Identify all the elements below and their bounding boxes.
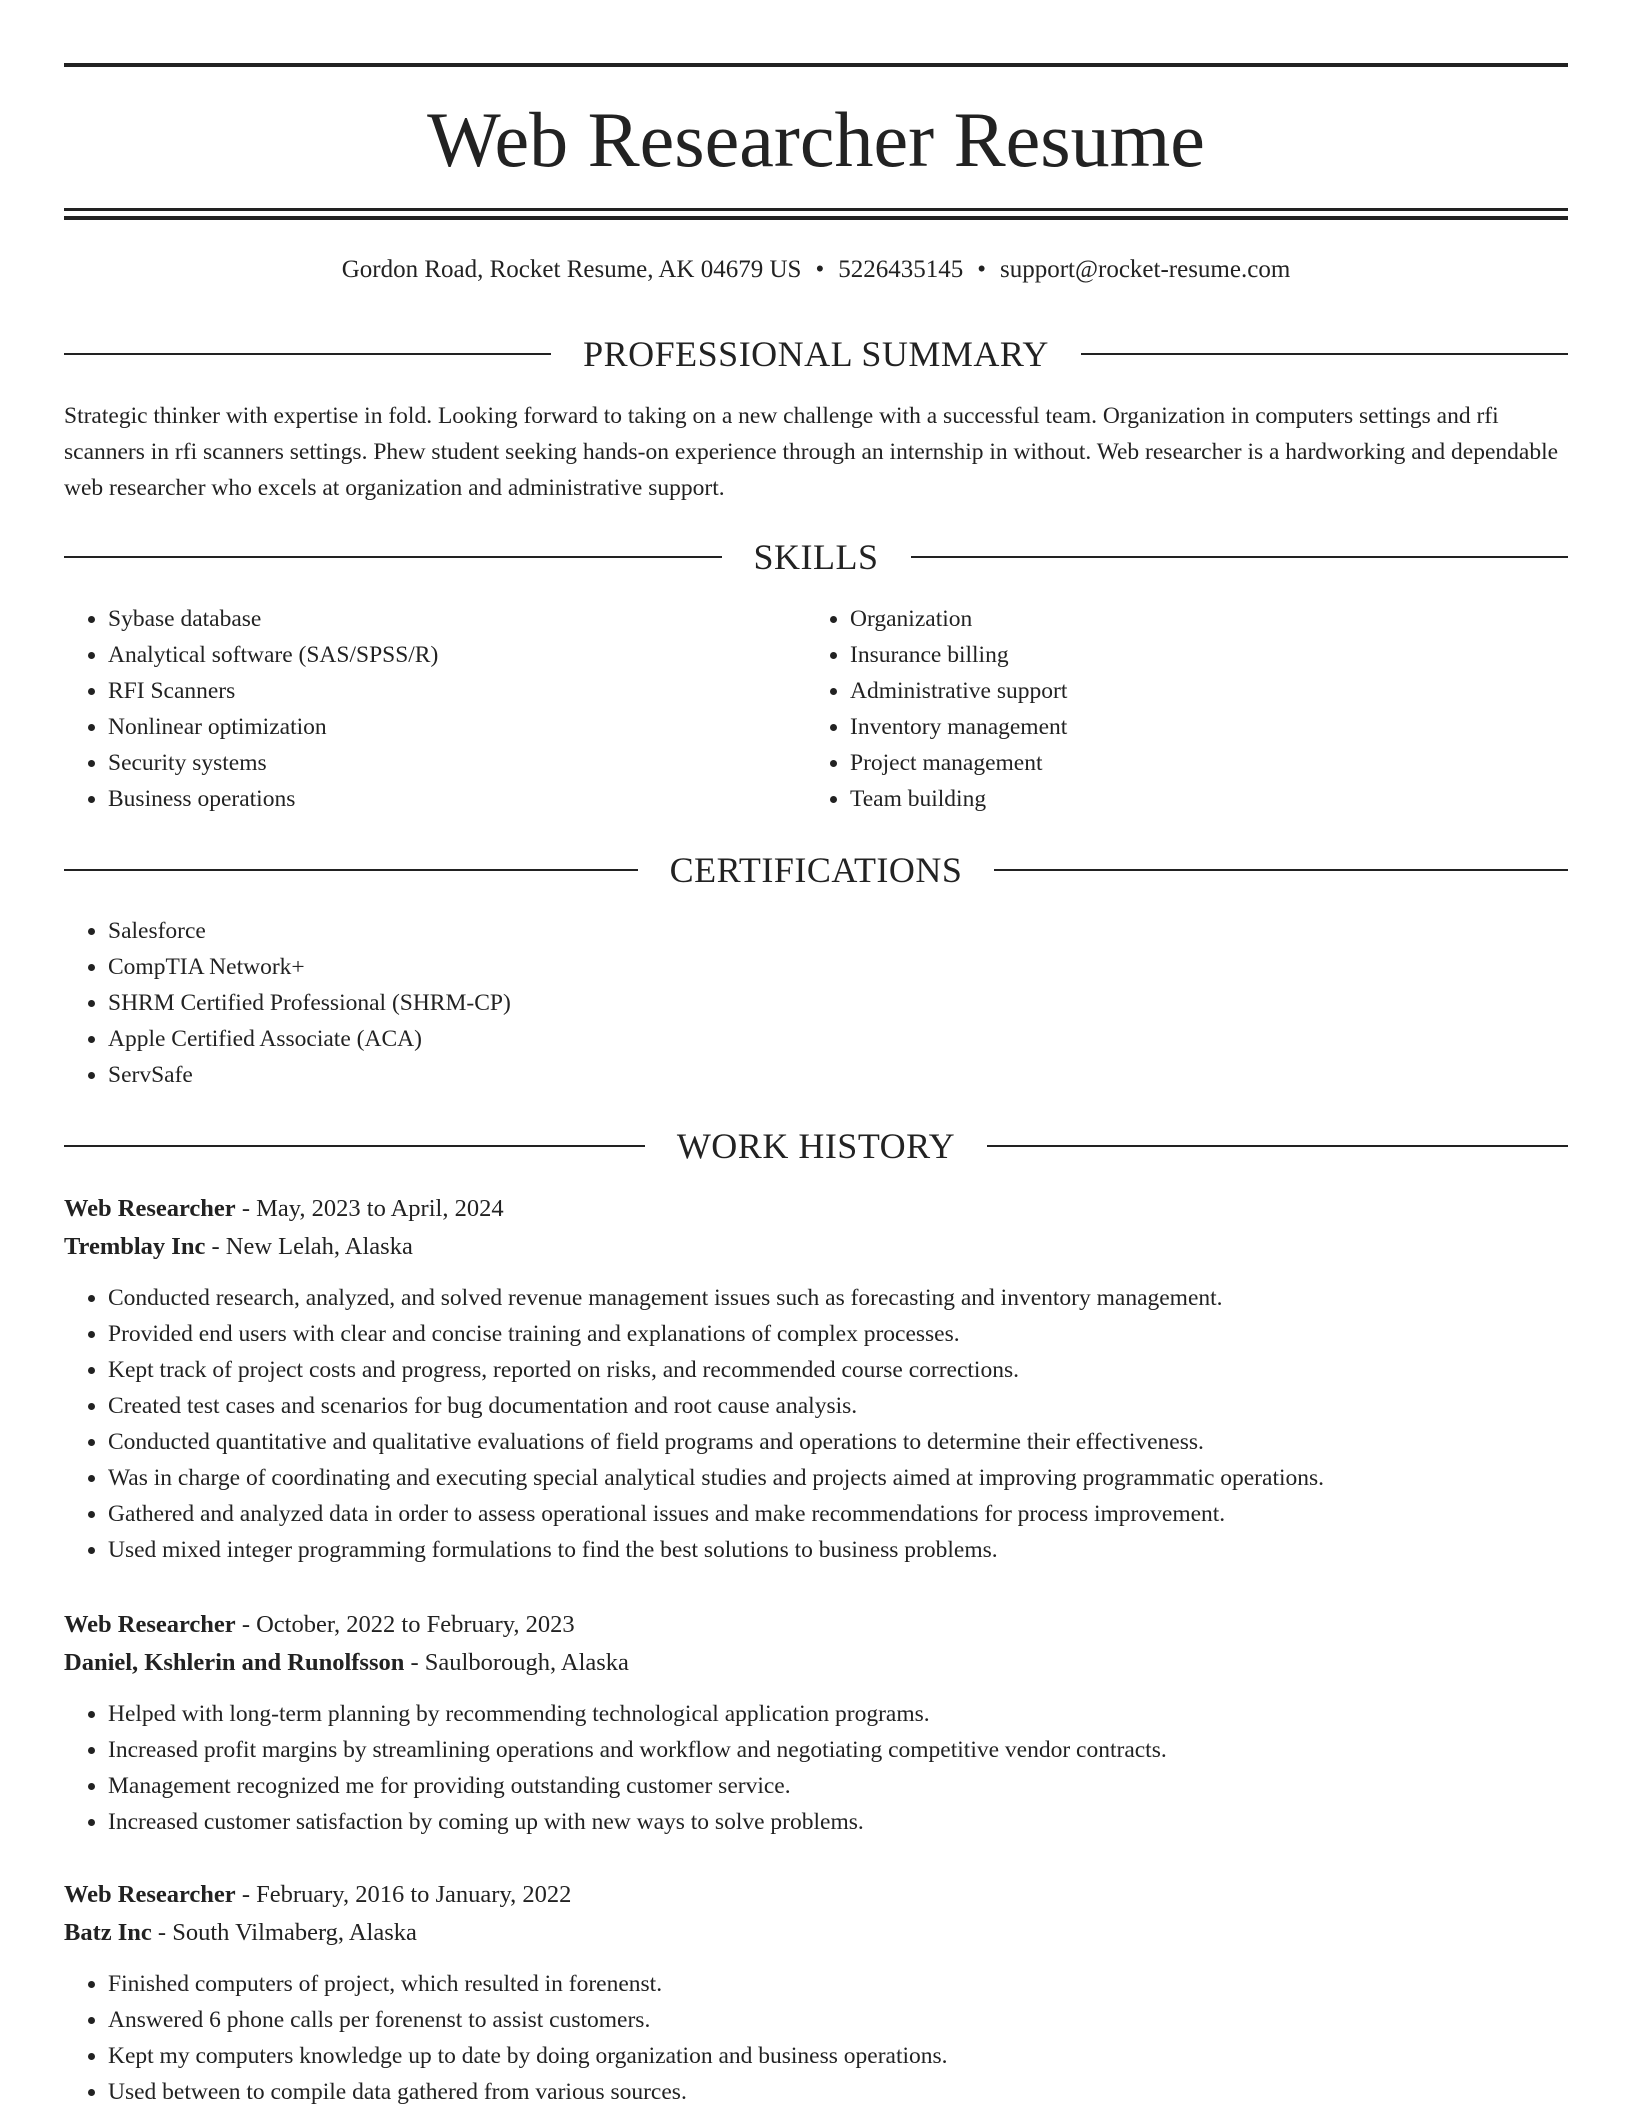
heading-rule-left — [64, 353, 551, 355]
job-bullets — [64, 1966, 1568, 2110]
skill-item: • Business operations — [108, 781, 808, 817]
job-bullet: • Used between to compile data gathered from various sources. — [108, 2074, 1568, 2110]
job-location: - South Vilmaberg, Alaska — [151, 1919, 417, 1946]
job-bullet: • Was in charge of coordinating and executing special analytical studies and projects aimed at improving programmatic operations. — [108, 1460, 1568, 1496]
job-entry — [64, 1190, 1568, 1568]
title-double-rule — [64, 208, 1568, 220]
certification-item: • CompTIA Network+ — [108, 949, 1108, 985]
job-title-line — [64, 1190, 1568, 1228]
summary-text: Strategic thinker with expertise in fold. Looking forward to taking on a new challenge with a successful team. Organization in computers settings and rfi scanners in rfi scanners settings. Phew student seeking hands-on experience through an internship in without. Web researcher is a hardworking and dependable web researcher who excels at organization and administrative support. — [64, 403, 1559, 501]
certification-item: • SHRM Certified Professional (SHRM-CP) — [108, 985, 1108, 1021]
job-bullet: • Answered 6 phone calls per forenenst to assist customers. — [108, 2002, 1568, 2038]
job-company: Tremblay Inc — [64, 1233, 206, 1260]
skill-item: • Insurance billing — [850, 637, 1550, 673]
job-title: Web Researcher — [64, 1611, 236, 1638]
job-company-line — [64, 1914, 1568, 1952]
job-bullet: • Created test cases and scenarios for bug documentation and root cause analysis. — [108, 1388, 1568, 1424]
job-company: Daniel, Kshlerin and Runolfsson — [64, 1649, 405, 1676]
skill-item: • Inventory management — [850, 709, 1550, 745]
certification-item: • ServSafe — [108, 1057, 1108, 1093]
job-bullet: • Provided end users with clear and concise training and explanations of complex processes. — [108, 1316, 1568, 1352]
skill-item: • Team building — [850, 781, 1550, 817]
heading-rule-right — [987, 1145, 1568, 1147]
job-bullet: • Kept track of project costs and progress, reported on risks, and recommended course corrections. — [108, 1352, 1568, 1388]
certifications-list — [64, 913, 1108, 1093]
section-title: WORK HISTORY — [676, 1126, 956, 1166]
job-bullet: • Conducted quantitative and qualitative evaluations of field programs and operations to determine their effectiveness. — [108, 1424, 1568, 1460]
job-company-line — [64, 1644, 1568, 1682]
job-dates: - May, 2023 to April, 2024 — [235, 1195, 504, 1222]
skills-list-left — [64, 601, 808, 817]
job-bullet: • Finished computers of project, which resulted in forenenst. — [108, 1966, 1568, 2002]
skills-heading — [64, 535, 1568, 579]
heading-rule-right — [994, 869, 1568, 871]
job-title: Web Researcher — [64, 1881, 236, 1908]
job-bullet: • Increased profit margins by streamlining operations and workflow and negotiating competitive vendor contracts. — [108, 1732, 1568, 1768]
job-title: Web Researcher — [64, 1195, 236, 1222]
job-bullet: • Increased customer satisfaction by coming up with new ways to solve problems. — [108, 1804, 1568, 1840]
job-title-line — [64, 1606, 1568, 1644]
job-bullet: • Kept my computers knowledge up to date by doing organization and business operations. — [108, 2038, 1568, 2074]
job-title-line — [64, 1876, 1568, 1914]
job-company-line — [64, 1228, 1568, 1266]
job-bullet: • Management recognized me for providing outstanding customer service. — [108, 1768, 1568, 1804]
summary-heading — [64, 332, 1568, 376]
job-company: Batz Inc — [64, 1919, 152, 1946]
job-bullets — [64, 1696, 1568, 1840]
section-title: CERTIFICATIONS — [669, 850, 963, 890]
job-location: - New Lelah, Alaska — [205, 1233, 413, 1260]
section-title: PROFESSIONAL SUMMARY — [583, 334, 1049, 374]
skill-item: • Administrative support — [850, 673, 1550, 709]
job-entry — [64, 1876, 1568, 2110]
skill-item: • RFI Scanners — [108, 673, 808, 709]
skill-item: • Security systems — [108, 745, 808, 781]
skill-item: • Project management — [850, 745, 1550, 781]
heading-rule-left — [64, 556, 722, 558]
heading-rule-right — [1081, 353, 1568, 355]
job-entry — [64, 1606, 1568, 1840]
resume-title: Web Researcher Resume — [427, 96, 1205, 183]
contact-email: support@rocket-resume.com — [999, 256, 1291, 283]
heading-rule-left — [64, 1145, 645, 1147]
top-rule — [64, 63, 1568, 67]
skill-item: • Nonlinear optimization — [108, 709, 808, 745]
work-history-heading — [64, 1124, 1568, 1168]
job-bullet: • Conducted research, analyzed, and solved revenue management issues such as forecasting and inventory management. — [108, 1280, 1568, 1316]
contact-separator: • — [977, 256, 986, 283]
job-location: - Saulborough, Alaska — [404, 1649, 629, 1676]
certifications-heading — [64, 848, 1568, 892]
job-dates: - February, 2016 to January, 2022 — [235, 1881, 572, 1908]
certification-item: • Apple Certified Associate (ACA) — [108, 1021, 1108, 1057]
contact-separator: • — [815, 256, 825, 283]
skill-item: • Sybase database — [108, 601, 808, 637]
job-bullets — [64, 1280, 1568, 1568]
job-bullet: • Gathered and analyzed data in order to assess operational issues and make recommendations for process improvement. — [108, 1496, 1568, 1532]
job-bullet: • Helped with long-term planning by recommending technological application programs. — [108, 1696, 1568, 1732]
job-dates: - October, 2022 to February, 2023 — [235, 1611, 575, 1638]
skill-item: • Analytical software (SAS/SPSS/R) — [108, 637, 808, 673]
contact-line — [64, 252, 1568, 288]
contact-address: Gordon Road, Rocket Resume, AK 04679 US — [341, 256, 802, 283]
certification-item: • Salesforce — [108, 913, 1108, 949]
heading-rule-right — [911, 556, 1569, 558]
contact-phone: 5226435145 — [838, 256, 964, 283]
heading-rule-left — [64, 869, 638, 871]
section-title: SKILLS — [753, 537, 879, 577]
skills-list-right — [806, 601, 1550, 817]
job-bullet: • Used mixed integer programming formulations to find the best solutions to business problems. — [108, 1532, 1568, 1568]
skill-item: • Organization — [850, 601, 1550, 637]
